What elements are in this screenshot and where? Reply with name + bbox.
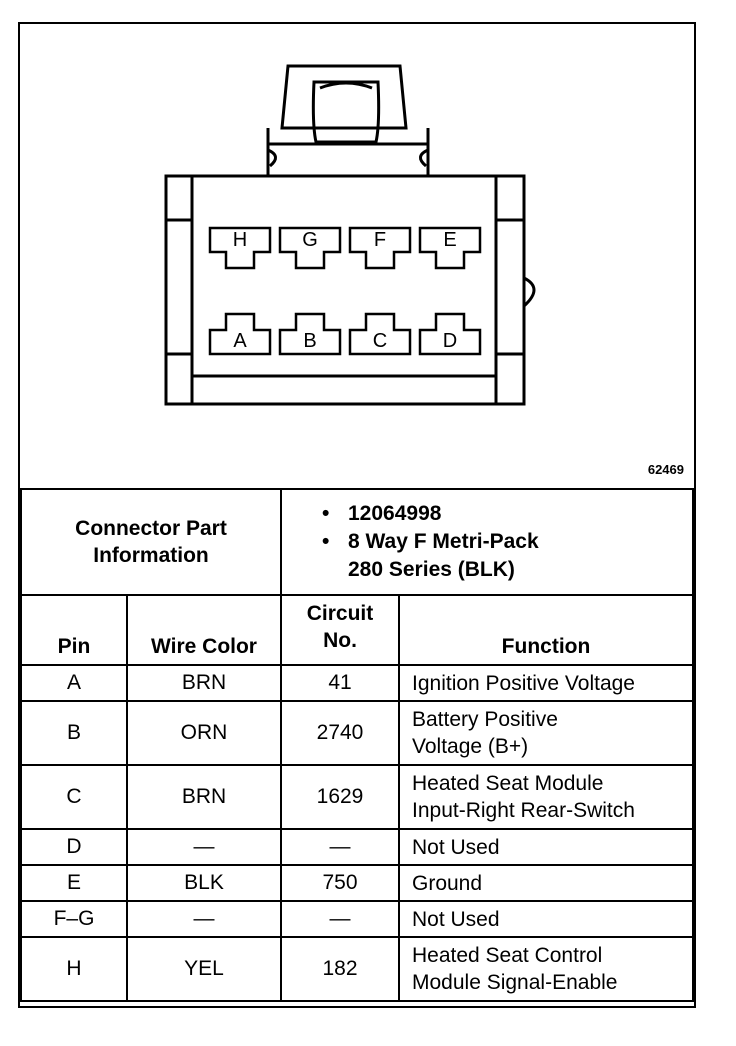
connector-face-drawing [20, 24, 694, 490]
circuit-cell: 2740 [281, 701, 399, 765]
pin-label-E: E [443, 229, 457, 251]
circuit-cell: — [281, 901, 399, 937]
pin-label-H: H [232, 229, 248, 251]
table-row [21, 829, 693, 865]
function-line1: Heated Seat Module [412, 772, 604, 795]
pin-label-C: C [372, 330, 388, 352]
function-cell [399, 829, 693, 865]
connector-description-line2: 280 Series (BLK) [348, 558, 515, 581]
pin-cell: E [21, 865, 127, 901]
pin-label-F: F [373, 229, 387, 251]
pin-cell: B [21, 701, 127, 765]
circuit-cell: 1629 [281, 765, 399, 829]
pin-cell: F–G [21, 901, 127, 937]
function-line1: Not Used [412, 907, 500, 931]
pin-cell: D [21, 829, 127, 865]
pin-cell: H [21, 937, 127, 1001]
function-line2: Module Signal-Enable [412, 971, 618, 994]
table-row [21, 865, 693, 901]
function-line1: Battery Positive [412, 708, 558, 731]
wire-color-cell: BRN [127, 665, 281, 701]
header-circuit-line2: No. [323, 629, 357, 652]
connector-description-line1: • 8 Way F Metri-Pack [322, 528, 692, 556]
circuit-cell: 41 [281, 665, 399, 701]
circuit-cell: 182 [281, 937, 399, 1001]
header-pin: Pin [21, 595, 127, 665]
wire-color-cell: BLK [127, 865, 281, 901]
circuit-cell: — [281, 829, 399, 865]
connector-diagram [20, 24, 694, 490]
connector-table [20, 488, 694, 1002]
pin-label-G: G [302, 229, 318, 251]
pin-label-D: D [442, 330, 458, 352]
function-cell [399, 865, 693, 901]
info-label-line1: Connector Part [75, 517, 227, 540]
function-cell [399, 765, 693, 829]
wire-color-cell: — [127, 901, 281, 937]
table-row [21, 765, 693, 829]
header-circuit [281, 595, 399, 665]
table-row [21, 665, 693, 701]
function-line1: Ground [412, 871, 483, 895]
pin-cell: A [21, 665, 127, 701]
function-line1: Heated Seat Control [412, 944, 603, 967]
table-row [21, 937, 693, 1001]
function-cell [399, 701, 693, 765]
part-number: • 12064998 [322, 500, 692, 528]
function-line2: Input-Right Rear-Switch [412, 799, 635, 822]
table-row [21, 901, 693, 937]
function-line1: Ignition Positive Voltage [412, 671, 635, 695]
table-row [21, 701, 693, 765]
pin-label-B: B [303, 330, 317, 352]
header-function: Function [399, 595, 693, 665]
figure-id: 62469 [647, 462, 684, 477]
wire-color-cell: BRN [127, 765, 281, 829]
circuit-cell: 750 [281, 865, 399, 901]
header-wire-color: Wire Color [127, 595, 281, 665]
header-circuit-line1: Circuit [306, 602, 374, 625]
function-cell [399, 665, 693, 701]
function-cell [399, 937, 693, 1001]
function-line2: Voltage (B+) [412, 735, 529, 758]
pin-label-A: A [233, 330, 247, 352]
wire-color-cell: ORN [127, 701, 281, 765]
wire-color-cell: YEL [127, 937, 281, 1001]
function-line1: Not Used [412, 835, 500, 859]
wire-color-cell: — [127, 829, 281, 865]
connector-part-info-values [281, 489, 693, 595]
info-label-line2: Information [93, 544, 209, 567]
connector-frame [18, 22, 696, 1008]
connector-part-info-label [21, 489, 281, 595]
pin-cell: C [21, 765, 127, 829]
function-cell [399, 901, 693, 937]
